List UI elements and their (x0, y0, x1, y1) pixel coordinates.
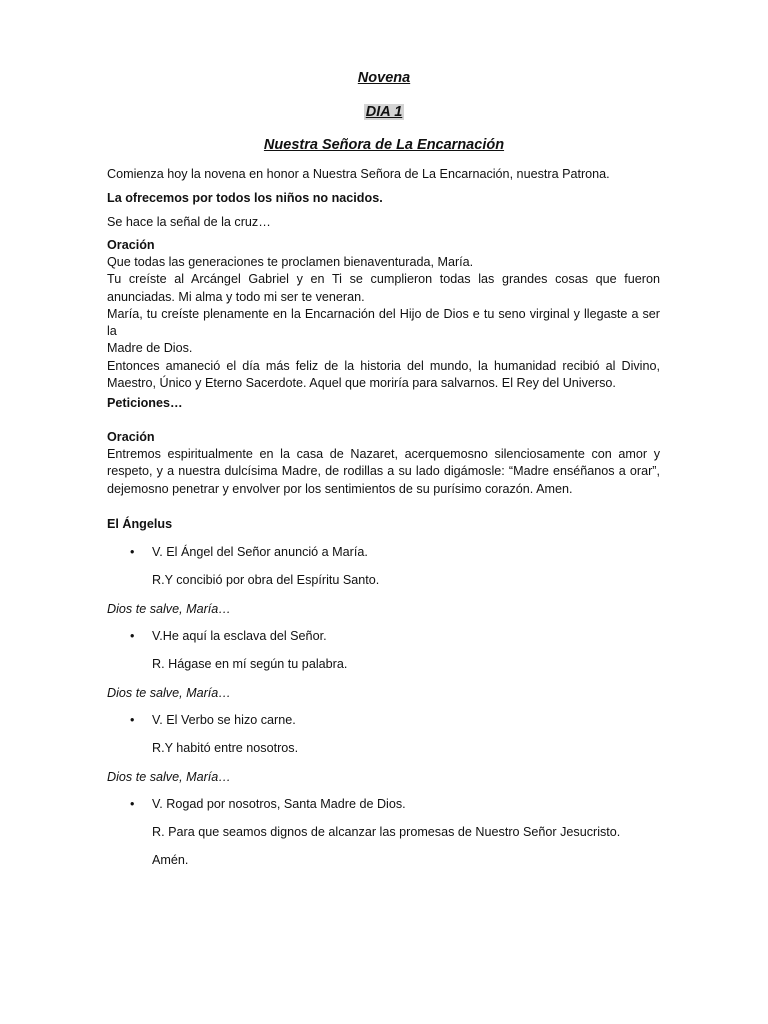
versicle: V. Rogad por nosotros, Santa Madre de Dios. (152, 797, 406, 811)
response: R. Hágase en mí según tu palabra. (152, 657, 348, 671)
oracion1-line: Maestro, Único y Eterno Sacerdote. Aquel que moriría para salvarnos. El Rey del Universo. (107, 376, 616, 391)
intro-paragraph: Comienza hoy la novena en honor a Nuestra Señora de La Encarnación, nuestra Patrona. (107, 167, 610, 181)
day-label: DIA 1 (365, 104, 403, 120)
versicle: V. El Ángel del Señor anunció a María. (152, 545, 368, 559)
offering-paragraph: La ofrecemos por todos los niños no nacidos. (107, 191, 383, 205)
oracion1-line: Que todas las generaciones te proclamen bienaventurada, María. (107, 255, 474, 269)
response: R.Y habitó entre nosotros. (152, 741, 299, 755)
response: R.Y concibió por obra del Espíritu Santo. (152, 573, 380, 587)
ave-maria-line: Dios te salve, María… (107, 686, 231, 700)
versicle: V.He aquí la esclava del Señor. (152, 629, 327, 643)
oracion2-line: respeto, y a nuestra dulcísima Madre, de rodillas a su lado digámosle: “Madre enséñanos a orar”, (107, 464, 660, 479)
bullet: • (130, 713, 135, 727)
oracion1-heading: Oración (107, 238, 155, 252)
oracion1-line: Madre de Dios. (107, 341, 193, 356)
bullet: • (130, 797, 135, 811)
oracion1-text (107, 254, 660, 392)
oracion2-text (107, 446, 660, 498)
oracion2-heading: Oración (107, 430, 155, 444)
cross-paragraph: Se hace la señal de la cruz… (107, 215, 271, 229)
response: R. Para que seamos dignos de alcanzar las promesas de Nuestro Señor Jesucristo. (152, 825, 621, 839)
peticiones-heading: Peticiones… (107, 396, 183, 410)
oracion1-line: Tu creíste al Arcángel Gabriel y en Ti se cumplieron todas las grandes cosas que fueron (107, 272, 660, 287)
oracion1-line: anunciadas. Mi alma y todo mi ser te veneran. (107, 289, 365, 304)
bullet: • (130, 629, 135, 643)
oracion2-line: dejemosno penetrar y envolver por los sentimientos de su purísimo corazón. Amen. (107, 481, 573, 496)
day-heading (0, 104, 768, 120)
oracion1-line: Entonces amaneció el día más feliz de la historia del mundo, la humanidad recibió al Divino, (107, 358, 660, 373)
angelus-heading: El Ángelus (107, 517, 173, 531)
bullet: • (130, 545, 135, 559)
oracion1-line: María, tu creíste plenamente en la Encarnación del Hijo de Dios e tu seno virginal y llegaste a ser la (107, 306, 660, 339)
ave-maria-line: Dios te salve, María… (107, 770, 231, 784)
ave-maria-line: Dios te salve, María… (107, 602, 231, 616)
versicle: V. El Verbo se hizo carne. (152, 713, 296, 727)
document-title: Novena (357, 70, 411, 86)
oracion2-line: Entremos espiritualmente en la casa de Nazaret, acerquemosno silenciosamente con amor y (107, 447, 660, 461)
amen-line: Amén. (152, 853, 189, 867)
document-subtitle: Nuestra Señora de La Encarnación (263, 137, 505, 153)
